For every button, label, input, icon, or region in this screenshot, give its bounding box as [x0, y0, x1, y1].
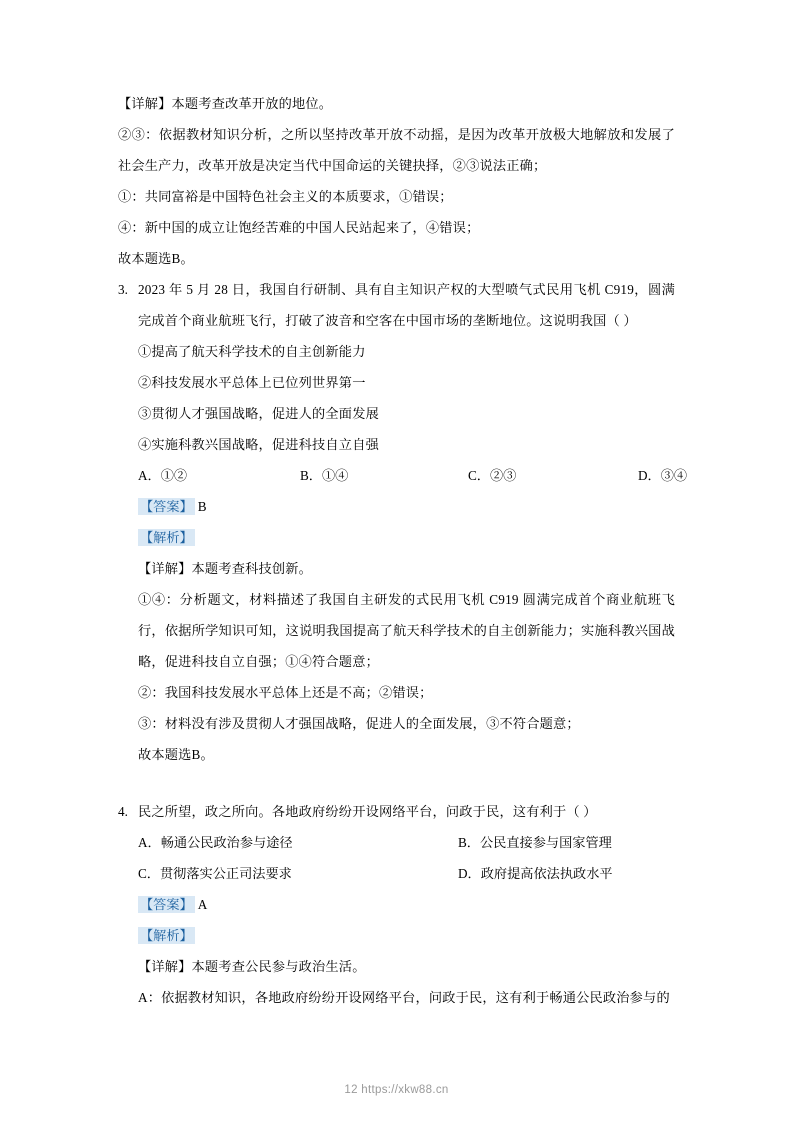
paragraph-analysis-4: ④：新中国的成立让饱经苦难的中国人民站起来了，④错误；: [118, 220, 480, 235]
section-gap: [118, 770, 675, 796]
question-3-option-a[interactable]: A．①②: [138, 468, 188, 483]
question-3-explanation-5: 故本题选B。: [138, 747, 214, 762]
page-footer: 12 https://xkw88.cn: [344, 1084, 449, 1096]
question-3-stem: 2023 年 5 月 28 日，我国自行研制、具有自主知识产权的大型喷气式民用飞机 C919，圆满完成首个商业航班飞行，打破了波音和空客在中国市场的垄断地位。这说明我国（ ）: [138, 282, 675, 328]
question-3-options: [138, 460, 688, 491]
question-4-option-b[interactable]: B．公民直接参与国家管理: [458, 835, 612, 850]
question-3-item-4: ④实施科教兴国战略，促进科技自立自强: [138, 437, 379, 452]
question-4-option-c[interactable]: C．贯彻落实公正司法要求: [138, 866, 292, 881]
analysis-label: 【解析】: [140, 530, 193, 545]
question-3-analysis-line: [138, 522, 675, 553]
answer-label: 【答案】: [140, 499, 193, 514]
question-4-options-row-2: [138, 858, 675, 889]
question-4-answer-line: [138, 889, 675, 920]
answer-label: 【答案】: [140, 897, 193, 912]
question-4-number: 4.: [118, 804, 128, 819]
question-3-explanation-4: ③：材料没有涉及贯彻人才强国战略，促进人的全面发展，③不符合题意；: [138, 716, 580, 731]
question-3-option-b[interactable]: B．①④: [300, 468, 349, 483]
question-3-item-2: ②科技发展水平总体上已位列世界第一: [138, 375, 366, 390]
answer-value: A: [197, 897, 208, 912]
question-3-number: 3.: [118, 282, 128, 297]
question-4-options-row-1: [138, 827, 675, 858]
answer-value: B: [197, 499, 207, 514]
question-4-stem: 民之所望，政之所向。各地政府纷纷开设网络平台，问政于民，这有利于（ ）: [138, 804, 597, 819]
question-3: [118, 274, 688, 770]
question-4-option-d[interactable]: D．政府提高依法执政水平: [458, 866, 613, 881]
question-3-item-3: ③贯彻人才强国战略，促进人的全面发展: [138, 406, 379, 421]
question-4-option-a[interactable]: A．畅通公民政治参与途径: [138, 835, 293, 850]
question-3-explanation-2: ①④：分析题文，材料描述了我国自主研发的式民用飞机 C919 圆满完成首个商业航班飞行，依据所学知识可知，这说明我国提高了航天科学技术的自主创新能力；实施科教兴国战略，促进科技自立自强；①④符合题意；: [138, 592, 675, 669]
question-4: [118, 796, 675, 1013]
question-3-item-1: ①提高了航天科学技术的自主创新能力: [138, 344, 366, 359]
question-3-option-d[interactable]: D．③④: [638, 468, 688, 483]
question-4-explanation-1: 【详解】本题考查公民参与政治生活。: [138, 959, 366, 974]
analysis-label: 【解析】: [140, 928, 193, 943]
question-3-option-c[interactable]: C．②③: [468, 468, 517, 483]
question-3-answer-line: [138, 491, 675, 522]
paragraph-detail-intro: 【详解】本题考查改革开放的地位。: [118, 96, 333, 111]
question-3-explanation-3: ②：我国科技发展水平总体上还是不高；②错误；: [138, 685, 433, 700]
question-3-explanation-1: 【详解】本题考查科技创新。: [138, 561, 313, 576]
paragraph-conclusion: 故本题选B。: [118, 251, 194, 266]
paragraph-analysis-23: ②③：依据教材知识分析，之所以坚持改革开放不动摇，是因为改革开放极大地解放和发展了社会生产力，改革开放是决定当代中国命运的关键抉择，②③说法正确；: [118, 127, 675, 173]
question-4-analysis-line: [138, 920, 675, 951]
paragraph-analysis-1: ①：共同富裕是中国特色社会主义的本质要求，①错误；: [118, 189, 453, 204]
question-4-explanation-2: A：依据教材知识，各地政府纷纷开设网络平台，问政于民，这有利于畅通公民政治参与的: [138, 990, 670, 1005]
